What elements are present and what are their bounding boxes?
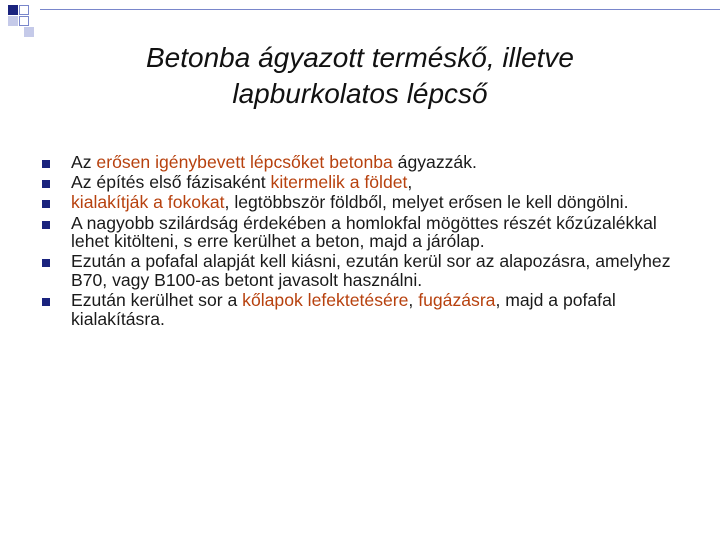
bullet-item	[42, 291, 682, 328]
decor-square-light	[8, 16, 18, 26]
corner-decoration	[0, 0, 720, 40]
bullet-text: Az	[71, 152, 97, 172]
square-bullet-icon	[42, 298, 50, 306]
bullet-text: , majd a pofafal kialakításra.	[71, 290, 616, 329]
bullet-item	[42, 173, 682, 192]
bullet-text: Az építés első fázisaként	[71, 172, 271, 193]
square-bullet-icon	[42, 180, 50, 188]
bullet-item	[42, 193, 682, 212]
slide-title-line-1: Betonba ágyazott terméskő, illetve	[145, 42, 574, 73]
decor-square-outline-2	[19, 16, 29, 26]
bullet-text: ágyazzák.	[392, 152, 477, 172]
bullet-item	[42, 252, 682, 289]
square-bullet-icon	[42, 200, 50, 208]
bullet-text: Ezután a pofafal alapját kell kiásni, ezután kerül sor az alapozásra, amelyhez B70, vagy B100-as betont javasolt használni.	[71, 251, 671, 290]
bullet-item	[42, 214, 682, 251]
bullet-text: ,	[408, 290, 419, 311]
highlighted-text: fugázásra	[418, 290, 496, 311]
square-bullet-icon	[42, 160, 50, 168]
highlighted-text: kitermelik a földet	[270, 172, 408, 193]
bullet-text: , legtöbbször földből, melyet erősen le kell döngölni.	[224, 192, 629, 213]
highlighted-text: kialakítják a fokokat	[71, 192, 225, 213]
decor-top-rule	[40, 9, 720, 10]
bullet-item	[42, 153, 682, 172]
slide-title-line-2: lapburkolatos lépcső	[232, 78, 488, 109]
bullet-list	[42, 153, 682, 330]
decor-square-dark	[8, 5, 18, 15]
square-bullet-icon	[42, 259, 50, 267]
slide-title	[60, 40, 660, 112]
bullet-text: A nagyobb szilárdság érdekében a homlokfal mögöttes részét kőzúzalékkal lehet kitölteni, s erre kerülhet a beton, majd a járólap.	[71, 212, 657, 252]
decor-square-light-2	[24, 27, 34, 37]
highlighted-text: erősen igénybevett lépcsőket betonba	[96, 152, 393, 172]
bullet-text: ,	[407, 172, 413, 193]
decor-square-outline	[19, 5, 29, 15]
bullet-text: Ezután kerülhet sor a	[71, 290, 243, 311]
highlighted-text: kőlapok lefektetésére	[242, 290, 409, 311]
square-bullet-icon	[42, 221, 50, 229]
